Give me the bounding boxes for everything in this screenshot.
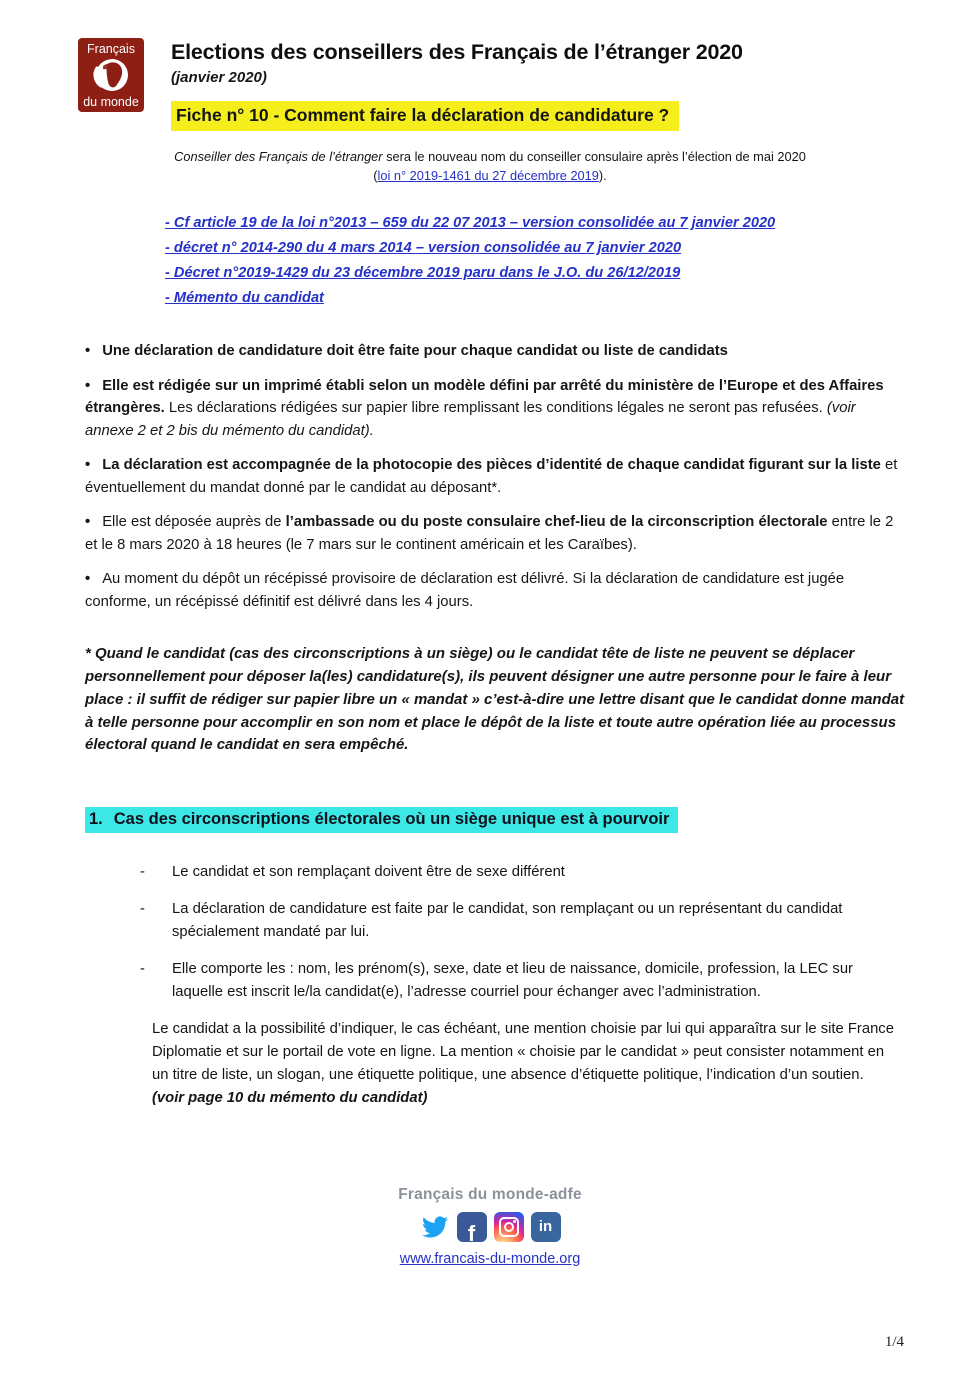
- bullet-marker: •: [85, 377, 91, 394]
- text-segment: Elle est rédigée sur un imprimé établi selon un modèle défini par arrêté du ministère de l’Europe et des Affaires étrangères.: [85, 377, 884, 417]
- text-segment: entre le 2 et le 8 mars 2020 à 18 heures (le 7 mars sur le continent américain et les Caraïbes).: [85, 514, 894, 553]
- reference-link-line: [165, 290, 905, 306]
- section-title: Cas des circonscriptions électorales où un siège unique est à pourvoir: [113, 810, 670, 829]
- linkedin-glyph: in: [538, 1218, 553, 1235]
- social-links: [0, 1212, 980, 1242]
- linkedin-icon[interactable]: [531, 1212, 561, 1242]
- list-item-text: Elle comporte les : nom, les prénom(s), sexe, date et lieu de naissance, domicile, profession, la LEC sur laquelle est inscrit le/la candidat(e), l’adresse courriel pour échanger avec l’administration.: [172, 960, 853, 1000]
- text-segment: Une déclaration de candidature doit être faite pour chaque candidat ou liste de candidats: [102, 343, 728, 360]
- bullet-marker: •: [85, 343, 91, 360]
- paren-close: ).: [598, 168, 607, 184]
- footnote: * Quand le candidat (cas des circonscriptions à un siège) ou le candidat tête de liste ne peuvent se déplacer personnellement pour déposer la(les) candidature(s), ils peuvent désigner une autre personne pour le faire à leur place : il suffit de rédiger sur papier libre un « mandat » c’est-à-dire une lettre disant que le candidat donne mandat à telle personne pour accomplir en son nom et place le dépôt de la liste et toute autre opération liée au processus électoral quand le candidat en sera empêché.: [85, 645, 905, 754]
- logo-text-top: Français: [87, 42, 135, 56]
- globe-icon: [89, 54, 133, 97]
- bullet-item: [85, 340, 905, 362]
- intro-italic-lead: Conseiller des Français de l’étranger: [174, 149, 383, 164]
- dash-marker: -: [140, 864, 145, 881]
- logo-text-bottom: du monde: [83, 94, 139, 109]
- text-segment: (voir page 10 du mémento du candidat): [152, 1089, 428, 1106]
- list-item: [140, 861, 895, 884]
- francais-du-monde-logo: [78, 38, 144, 112]
- text-segment: Elle est déposée auprès de: [102, 514, 286, 531]
- text-segment: La déclaration est accompagnée de la photocopie des pièces d’identité de chaque candidat figurant sur la liste: [102, 457, 881, 474]
- text-segment: l’ambassade ou du poste consulaire chef-lieu de la circonscription électorale: [285, 514, 828, 531]
- intro-text: sera le nouveau nom du conseiller consulaire après l’élection de mai 2020: [382, 149, 806, 164]
- bullet-item: [85, 511, 905, 556]
- section-1-heading: [85, 807, 905, 833]
- bullet-marker: •: [85, 457, 91, 474]
- text-segment: Au moment du dépôt un récépissé provisoire de déclaration est délivré. Si la déclaration de candidature est jugée conforme, un récépissé définitif est délivré dans les 4 jours.: [85, 571, 845, 610]
- twitter-icon[interactable]: [420, 1212, 450, 1242]
- reference-link-line: [165, 265, 905, 281]
- reference-link-decret-2014[interactable]: - décret n° 2014-290 du 4 mars 2014 – version consolidée au 7 janvier 2020: [165, 240, 682, 257]
- list-item-text: La déclaration de candidature est faite par le candidat, son remplaçant ou un représentant du candidat spécialement mandaté par lui.: [172, 901, 843, 941]
- list-item: [140, 898, 895, 944]
- intro-law-line: [0, 166, 980, 185]
- footer-brand: Français du monde-adfe: [398, 1185, 582, 1203]
- reference-links: [165, 215, 905, 306]
- section-1-list: [140, 861, 895, 1004]
- reference-link-decret-2019[interactable]: - Décret n°2019-1429 du 23 décembre 2019 paru dans le J.O. du 26/12/2019: [165, 265, 681, 282]
- text-segment: Le candidat a la possibilité d’indiquer, le cas échéant, une mention choisie par lui qui apparaîtra sur le site France Diplomatie et sur le portail de vote en ligne. La mention « choisie par le candidat » peut consister notamment en un titre de liste, un slogan, une étiquette politique, une absence d’étiquette politique, l’indication d’un soutien.: [152, 1020, 894, 1083]
- reference-link-line: [165, 240, 905, 256]
- facebook-icon[interactable]: [457, 1212, 487, 1242]
- website-link[interactable]: www.francais-du-monde.org: [399, 1250, 581, 1267]
- paren-open: (: [373, 168, 378, 184]
- dash-marker: -: [140, 960, 145, 977]
- text-segment: Les déclarations rédigées sur papier libre remplissant les conditions légales ne seront pas refusées.: [164, 400, 827, 417]
- bullet-marker: •: [85, 514, 91, 531]
- facebook-glyph: f: [467, 1220, 476, 1242]
- bullet-item: [85, 454, 905, 499]
- bullet-item: [85, 568, 905, 613]
- document-header: [78, 38, 905, 131]
- title-column: [171, 38, 743, 131]
- bullet-marker: •: [85, 571, 91, 588]
- document-footer: [0, 1186, 980, 1268]
- text-segment: et éventuellement du mandat donné par le candidat au déposant*.: [85, 457, 898, 496]
- instagram-icon[interactable]: [494, 1212, 524, 1242]
- reference-link-article19[interactable]: - Cf article 19 de la loi n°2013 – 659 du 22 07 2013 – version consolidée au 7 janvier 2020: [165, 215, 776, 232]
- section-number: 1.: [89, 810, 103, 829]
- instagram-camera-shape: [499, 1217, 519, 1237]
- reference-link-line: [165, 215, 905, 231]
- page-title: Elections des conseillers des Français de l’étranger 2020: [171, 40, 743, 64]
- list-item: [140, 958, 895, 1004]
- bullet-item: [85, 375, 905, 442]
- dash-marker: -: [140, 901, 145, 918]
- text-segment: (voir annexe 2 et 2 bis du mémento du candidat).: [85, 400, 856, 439]
- page-number: 1/4: [884, 1334, 904, 1350]
- intro-note: [0, 147, 980, 185]
- bullet-list: [85, 340, 905, 613]
- list-item-text: Le candidat et son remplaçant doivent être de sexe différent: [172, 864, 565, 881]
- section-1-highlight: [85, 807, 678, 833]
- candidate-mention-paragraph: [152, 1018, 895, 1110]
- fiche-heading: Fiche n° 10 - Comment faire la déclaration de candidature ?: [171, 101, 679, 131]
- law-link[interactable]: loi n° 2019-1461 du 27 décembre 2019: [377, 168, 599, 184]
- reference-link-memento[interactable]: - Mémento du candidat: [165, 290, 324, 307]
- page-subtitle: (janvier 2020): [171, 69, 267, 86]
